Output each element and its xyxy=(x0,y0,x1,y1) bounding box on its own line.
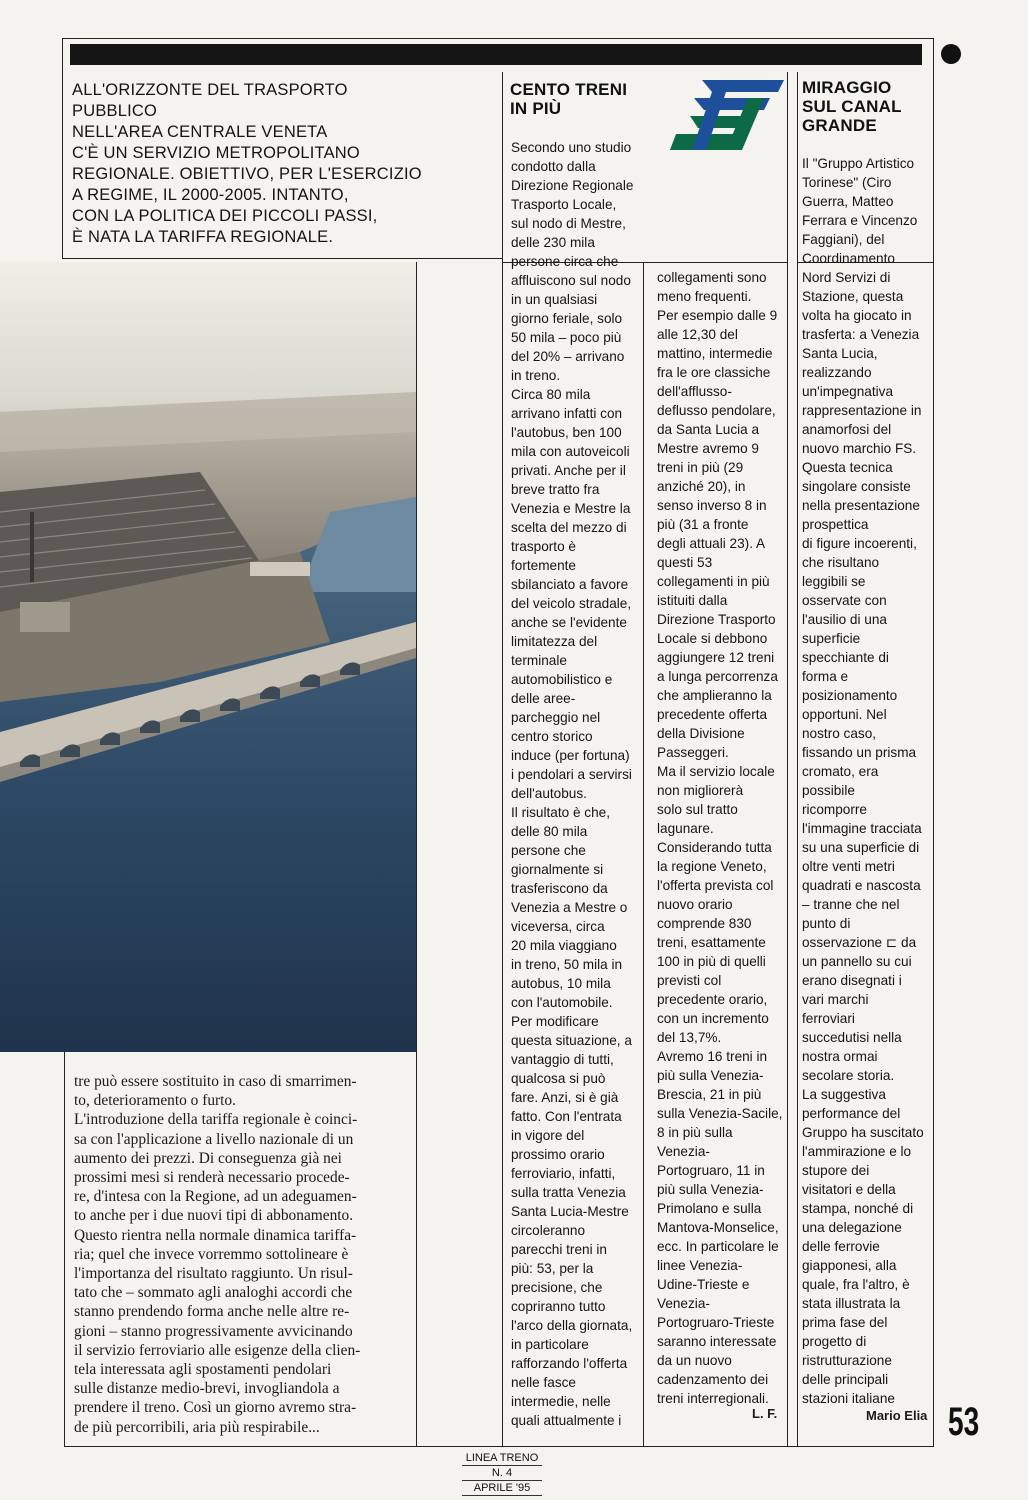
text-line: della Divisione xyxy=(657,726,745,741)
text-line: precedente orario, xyxy=(657,992,768,1007)
cento-column-1 xyxy=(511,138,643,1430)
frame-top-line xyxy=(62,38,934,39)
venice-aerial-photo xyxy=(0,262,416,1052)
text-line: giorno feriale, solo xyxy=(511,311,623,326)
body-line: L'introduzione della tariffa regionale è coinci- xyxy=(74,1111,358,1129)
blurb-line: È NATA LA TARIFFA REGIONALE. xyxy=(72,228,334,246)
text-line: l'arco della giornata, xyxy=(511,1318,633,1333)
body-line: re, d'intesa con la Regione, ad un adeguamen- xyxy=(74,1188,357,1206)
text-line: posizionamento xyxy=(802,688,898,703)
blurb-line: C'È UN SERVIZIO METROPOLITANO xyxy=(72,144,360,162)
text-line: succedutisi nella xyxy=(802,1030,902,1045)
text-line: Trasporto Locale, xyxy=(511,197,617,212)
text-line: Passeggeri. xyxy=(657,745,729,760)
text-line: in treno. xyxy=(511,368,561,383)
text-line: induce (per fortuna) xyxy=(511,748,630,763)
text-line: trasferta: a Venezia xyxy=(802,327,920,342)
fs-logo xyxy=(668,78,786,152)
text-line: treni in più (29 xyxy=(657,460,744,475)
text-line: Direzione Trasporto xyxy=(657,612,776,627)
text-line: ferroviari xyxy=(802,1011,855,1026)
text-line: Nord Servizi di xyxy=(802,270,891,285)
miraggio-heading xyxy=(802,78,932,135)
text-line: trasferiscono da xyxy=(511,881,608,896)
text-line: deflusso pendolare, xyxy=(657,403,776,418)
text-line: Coordinamento xyxy=(802,251,895,266)
text-line: treni, esattamente xyxy=(657,935,766,950)
text-line: stazioni italiane xyxy=(802,1391,895,1406)
text-line: Il "Gruppo Artistico xyxy=(802,156,915,171)
text-line: senso inverso 8 in xyxy=(657,498,767,513)
body-line: to, deterioramento o furto. xyxy=(74,1092,236,1110)
col-divider-1 xyxy=(416,262,417,1446)
text-line: breve tratto fra xyxy=(511,482,600,497)
text-line: sulla tratta Venezia xyxy=(511,1185,626,1200)
text-line: mattino, intermedie xyxy=(657,346,773,361)
text-line: una delegazione xyxy=(802,1220,902,1235)
text-line: previsti col xyxy=(657,973,722,988)
text-line: più sulla Venezia- xyxy=(657,1182,764,1197)
footer-date: APRILE '95 xyxy=(462,1481,542,1496)
text-line: volta ha giocato in xyxy=(802,308,912,323)
text-line: Ma il servizio locale xyxy=(657,764,775,779)
text-line: limitatezza del xyxy=(511,634,598,649)
text-line: Santa Lucia-Mestre xyxy=(511,1204,629,1219)
text-line: in treno, 50 mila in xyxy=(511,957,623,972)
text-line: non migliorerà xyxy=(657,783,744,798)
text-line: affluiscono sul nodo xyxy=(511,273,631,288)
text-line: lagunare. xyxy=(657,821,714,836)
text-line: Mantova-Monselice, xyxy=(657,1220,779,1235)
text-line: meno frequenti. xyxy=(657,289,752,304)
text-line: Circa 80 mila xyxy=(511,387,591,402)
text-line: fra le ore classiche xyxy=(657,365,771,380)
text-line: questa situazione, a xyxy=(511,1033,632,1048)
blurb-line: NELL'AREA CENTRALE VENETA xyxy=(72,123,328,141)
text-line: autobus, 10 mila xyxy=(511,976,611,991)
text-line: i pendolari a servirsi xyxy=(511,767,632,782)
text-line: un pannello su cui xyxy=(802,954,912,969)
frame-bottom-line xyxy=(64,1446,934,1447)
text-line: collegamenti in più xyxy=(657,574,770,589)
text-line: Venezia e Mestre la xyxy=(511,501,631,516)
text-line: trasporto è xyxy=(511,539,576,554)
text-line: 20 mila viaggiano xyxy=(511,938,617,953)
text-line: l'immagine tracciata xyxy=(802,821,922,836)
text-line: ricomporre xyxy=(802,802,867,817)
text-line: ristrutturazione xyxy=(802,1353,892,1368)
text-line: nostro caso, xyxy=(802,726,877,741)
text-line: con l'automobile. xyxy=(511,995,613,1010)
text-line: automobilistico e xyxy=(511,672,613,687)
body-line: to anche per i due nuovi tipi di abbonamento. xyxy=(74,1207,354,1225)
cento-heading xyxy=(510,80,660,118)
text-line: Primolano e sulla xyxy=(657,1201,762,1216)
frame-left-line xyxy=(62,38,63,258)
text-line: Stazione, questa xyxy=(802,289,904,304)
blurb-line: REGIONALE. OBIETTIVO, PER L'ESERCIZIO xyxy=(72,165,422,183)
body-line: stanno prendendo forma anche nelle altre re- xyxy=(74,1303,350,1321)
text-line: 8 in più sulla xyxy=(657,1125,733,1140)
cento-title-line1: CENTO TRENI xyxy=(510,80,628,99)
text-line: giapponesi, alla xyxy=(802,1258,897,1273)
cento-title-line2: IN PIÙ xyxy=(510,99,562,118)
text-line: Udine-Trieste e xyxy=(657,1277,750,1292)
col-divider-5 xyxy=(797,72,798,1446)
cento-signature: L. F. xyxy=(752,1406,778,1421)
text-line: rafforzando l'offerta xyxy=(511,1356,628,1371)
text-line: stupore dei xyxy=(802,1163,870,1178)
col-divider-4 xyxy=(787,72,788,1446)
miraggio-title-line3: GRANDE xyxy=(802,116,877,135)
fs-logo-icon xyxy=(668,78,786,152)
text-line: Santa Lucia, xyxy=(802,346,878,361)
text-line: vantaggio di tutti, xyxy=(511,1052,614,1067)
text-line: Questa tecnica xyxy=(802,460,893,475)
text-line: nella presentazione xyxy=(802,498,920,513)
text-line: Brescia, 21 in più xyxy=(657,1087,762,1102)
col2-top-line xyxy=(643,262,787,263)
text-line: centro storico xyxy=(511,729,593,744)
text-line: linee Venezia- xyxy=(657,1258,743,1273)
miraggio-column xyxy=(802,154,932,1408)
text-line: fare. Anzi, si è già xyxy=(511,1090,619,1105)
text-line: degli attuali 23). A xyxy=(657,536,766,551)
text-line: delle principali xyxy=(802,1372,889,1387)
text-line: l'ammirazione e lo xyxy=(802,1144,912,1159)
text-line: precedente offerta xyxy=(657,707,768,722)
text-line: in particolare xyxy=(511,1337,589,1352)
text-line: Guerra, Matteo xyxy=(802,194,894,209)
text-line: la regione Veneto, xyxy=(657,859,767,874)
text-line: scelta del mezzo di xyxy=(511,520,627,535)
text-line: anziché 20), in xyxy=(657,479,746,494)
text-line: con un incremento xyxy=(657,1011,769,1026)
text-line: a lunga percorrenza xyxy=(657,669,778,684)
photo-illustration xyxy=(0,262,416,1052)
text-line: mila con autoveicoli xyxy=(511,444,630,459)
text-line: del 20% – arrivano xyxy=(511,349,625,364)
text-line: arrivano infatti con xyxy=(511,406,623,421)
text-line: 50 mila – poco più xyxy=(511,330,622,345)
body-line: prossimi mesi si renderà necessario procede- xyxy=(74,1169,350,1187)
miraggio-title-line1: MIRAGGIO xyxy=(802,78,892,97)
text-line: cromato, era xyxy=(802,764,879,779)
text-line: Il risultato è che, xyxy=(511,805,610,820)
text-line: Per modificare xyxy=(511,1014,599,1029)
text-line: sbilanciato a favore xyxy=(511,577,629,592)
text-line: Portogruaro-Trieste xyxy=(657,1315,775,1330)
blurb-line: ALL'ORIZZONTE DEL TRASPORTO PUBBLICO xyxy=(72,81,348,120)
text-line: di figure incoerenti, xyxy=(802,536,917,551)
text-line: del 13,7%. xyxy=(657,1030,722,1045)
body-line: de più percorribili, aria più respirabile... xyxy=(74,1418,320,1436)
text-line: privati. Anche per il xyxy=(511,463,626,478)
text-line: stampa, nonché di xyxy=(802,1201,914,1216)
text-line: performance del xyxy=(802,1106,901,1121)
text-line: progetto di xyxy=(802,1334,867,1349)
text-line: secolare storia. xyxy=(802,1068,895,1083)
text-line: Per esempio dalle 9 xyxy=(657,308,778,323)
text-line: ferroviario, infatti, xyxy=(511,1166,616,1181)
text-line: terminale xyxy=(511,653,567,668)
text-line: realizzando xyxy=(802,365,872,380)
bullet-dot xyxy=(941,44,961,64)
text-line: più: 53, per la xyxy=(511,1261,594,1276)
body-line: tato che – sommato agli analoghi accordi che xyxy=(74,1284,353,1302)
text-line: Venezia- xyxy=(657,1296,710,1311)
text-line: Mestre avremo 9 xyxy=(657,441,759,456)
text-line: Venezia- xyxy=(657,1144,710,1159)
body-line: l'importanza del risultato raggiunto. Un risul- xyxy=(74,1265,353,1283)
text-line: Portogruaro, 11 in xyxy=(657,1163,765,1178)
text-line: fortemente xyxy=(511,558,576,573)
text-line: oltre venti metri xyxy=(802,859,895,874)
text-line: delle aree- xyxy=(511,691,576,706)
text-line: cadenzamento dei xyxy=(657,1372,769,1387)
blurb-line: CON LA POLITICA DEI PICCOLI PASSI, xyxy=(72,207,378,225)
text-line: parecchi treni in xyxy=(511,1242,607,1257)
col-divider-2 xyxy=(502,72,503,1446)
footer-issue: N. 4 xyxy=(462,1466,542,1481)
frame-right-line xyxy=(933,38,934,1446)
text-line: prospettica xyxy=(802,517,869,532)
text-line: Secondo uno studio xyxy=(511,140,632,155)
text-line: giornalmente si xyxy=(511,862,604,877)
text-line: aggiungere 12 treni xyxy=(657,650,775,665)
footer-magazine: LINEA TRENO xyxy=(462,1451,542,1466)
text-line: del veicolo stradale, xyxy=(511,596,632,611)
blurb-bottom-line xyxy=(62,258,502,259)
text-line: da un nuovo xyxy=(657,1353,732,1368)
text-line: che risultano xyxy=(802,555,880,570)
frame-left-lower-line xyxy=(64,1052,65,1446)
text-line: solo sul tratto xyxy=(657,802,738,817)
article-body xyxy=(74,1072,414,1437)
text-line: persone circa che xyxy=(511,254,619,269)
text-line: rappresentazione in xyxy=(802,403,922,418)
text-line: Faggiani), del xyxy=(802,232,885,247)
text-line: che amplieranno la xyxy=(657,688,772,703)
text-line: condotto dalla xyxy=(511,159,596,174)
text-line: circoleranno xyxy=(511,1223,586,1238)
text-line: sul nodo di Mestre, xyxy=(511,216,626,231)
text-line: collegamenti sono xyxy=(657,270,767,285)
body-line: gioni – stanno progressivamente avvicinando xyxy=(74,1322,353,1340)
text-line: Gruppo ha suscitato xyxy=(802,1125,924,1140)
text-line: Locale si debbono xyxy=(657,631,768,646)
body-line: il servizio ferroviario alle esigenze della clien- xyxy=(74,1341,361,1359)
text-line: un'impegnativa xyxy=(802,384,894,399)
text-line: ecc. In particolare le xyxy=(657,1239,779,1254)
text-line: erano disegnati i xyxy=(802,973,902,988)
intro-blurb xyxy=(72,80,432,248)
text-line: punto di xyxy=(802,916,851,931)
text-line: parcheggio nel xyxy=(511,710,601,725)
text-line: saranno interessate xyxy=(657,1334,777,1349)
magazine-footer xyxy=(462,1451,542,1496)
text-line: comprende 830 xyxy=(657,916,752,931)
col-divider-3 xyxy=(643,262,644,1446)
text-line: Torinese" (Ciro xyxy=(802,175,892,190)
text-line: possibile xyxy=(802,783,855,798)
page-number: 53 xyxy=(948,1400,980,1444)
text-line: superficie xyxy=(802,631,861,646)
text-line: Ferrara e Vincenzo xyxy=(802,213,918,228)
text-line: quali attualmente i xyxy=(511,1413,622,1428)
text-line: treni interregionali. xyxy=(657,1391,769,1406)
text-line: intermedie, nelle xyxy=(511,1394,611,1409)
text-line: questi 53 xyxy=(657,555,713,570)
text-line: precisione, che xyxy=(511,1280,603,1295)
text-line: qualcosa si può xyxy=(511,1071,606,1086)
body-line: Questo rientra nella normale dinamica tariffa- xyxy=(74,1226,357,1244)
miraggio-signature: Mario Elia xyxy=(866,1408,928,1423)
blurb-line: A REGIME, IL 2000-2005. INTANTO, xyxy=(72,186,349,204)
text-line: copriranno tutto xyxy=(511,1299,606,1314)
text-line: Direzione Regionale xyxy=(511,178,634,193)
text-line: Considerando tutta xyxy=(657,840,772,855)
text-line: specchiante di xyxy=(802,650,889,665)
text-line: su una superficie di xyxy=(802,840,920,855)
text-line: più (31 a fronte xyxy=(657,517,749,532)
text-line: leggibili se xyxy=(802,574,866,589)
text-line: forma e xyxy=(802,669,849,684)
body-line: aumento dei prezzi. Di conseguenza già nei xyxy=(74,1149,342,1167)
body-line: tre può essere sostituito in caso di smarrimen- xyxy=(74,1073,357,1090)
text-line: delle 80 mila xyxy=(511,824,588,839)
text-line: alle 12,30 del xyxy=(657,327,738,342)
text-line: osservate con xyxy=(802,593,887,608)
text-line: – tranne che nel xyxy=(802,897,900,912)
text-line: viceversa, circa xyxy=(511,919,605,934)
body-line: prendere il treno. Così un giorno avremo stra- xyxy=(74,1399,357,1417)
text-line: stata illustrata la xyxy=(802,1296,901,1311)
text-line: La suggestiva xyxy=(802,1087,886,1102)
body-line: sa con l'applicazione a livello nazionale di un xyxy=(74,1130,354,1148)
text-line: anche se l'evidente xyxy=(511,615,627,630)
text-line: quadrati e nascosta xyxy=(802,878,921,893)
text-line: nuovo marchio FS. xyxy=(802,441,917,456)
text-line: anamorfosi del xyxy=(802,422,892,437)
body-line: ria; quel che invece vorremmo sottolineare è xyxy=(74,1245,349,1263)
text-line: quale, fra l'altro, è xyxy=(802,1277,910,1292)
miraggio-title-line2: SUL CANAL xyxy=(802,97,902,116)
text-line: Avremo 16 treni in xyxy=(657,1049,768,1064)
text-line: vari marchi xyxy=(802,992,869,1007)
text-line: nuovo orario xyxy=(657,897,733,912)
text-line: delle 230 mila xyxy=(511,235,595,250)
text-line: da Santa Lucia a xyxy=(657,422,760,437)
text-line: nostra ormai xyxy=(802,1049,878,1064)
text-line: istituiti dalla xyxy=(657,593,728,608)
text-line: dell'afflusso- xyxy=(657,384,732,399)
text-line: in vigore del xyxy=(511,1128,585,1143)
body-line: sulle distanze medio-brevi, invogliandola a xyxy=(74,1380,340,1398)
text-line: più sulla Venezia- xyxy=(657,1068,764,1083)
text-line: l'autobus, ben 100 xyxy=(511,425,622,440)
text-line: dell'autobus. xyxy=(511,786,587,801)
text-line: l'ausilio di una xyxy=(802,612,887,627)
text-line: Venezia a Mestre o xyxy=(511,900,628,915)
text-line: delle ferrovie xyxy=(802,1239,880,1254)
text-line: osservazione ⊏ da xyxy=(802,935,917,950)
text-line: l'offerta prevista col xyxy=(657,878,774,893)
cento-column-2 xyxy=(657,268,787,1408)
text-line: visitatori e della xyxy=(802,1182,896,1197)
text-line: nelle fasce xyxy=(511,1375,576,1390)
body-line: tela interessata agli spostamenti pendolari xyxy=(74,1361,332,1379)
text-line: prossimo orario xyxy=(511,1147,605,1162)
text-line: singolare consiste xyxy=(802,479,911,494)
text-line: sulla Venezia-Sacile, xyxy=(657,1106,783,1121)
text-line: prima fase del xyxy=(802,1315,888,1330)
header-bar xyxy=(70,44,922,65)
text-line: 100 in più di quelli xyxy=(657,954,766,969)
text-line: in un qualsiasi xyxy=(511,292,598,307)
text-line: fatto. Con l'entrata xyxy=(511,1109,622,1124)
text-line: opportuni. Nel xyxy=(802,707,887,722)
text-line: persone che xyxy=(511,843,586,858)
text-line: fissando un prisma xyxy=(802,745,917,760)
